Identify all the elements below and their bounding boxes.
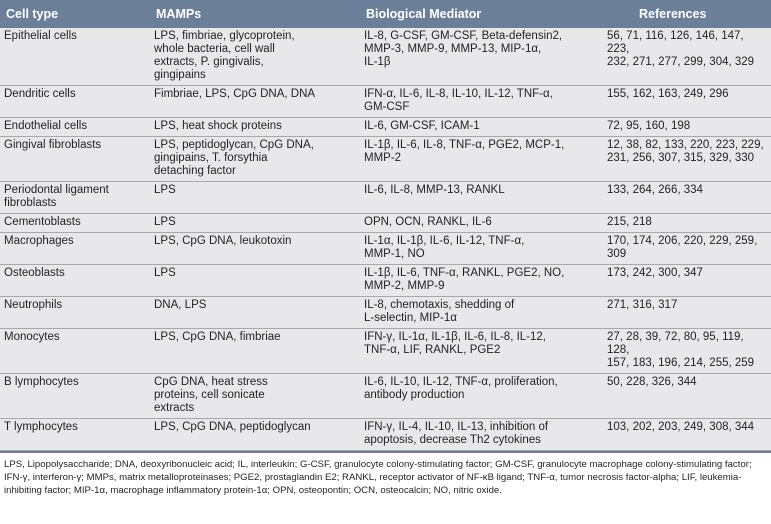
mediator-cell: OPN, OCN, RANKL, IL-6 bbox=[360, 214, 603, 233]
table-row bbox=[0, 137, 771, 182]
cell-type: Gingival fibroblasts bbox=[0, 137, 150, 182]
table-row bbox=[0, 233, 771, 265]
mamps-cell: LPS, CpG DNA, peptidoglycan bbox=[150, 419, 360, 451]
cell-type: Macrophages bbox=[0, 233, 150, 265]
references-cell: 72, 95, 160, 198 bbox=[603, 118, 771, 137]
mediator-cell: IFN-γ, IL-4, IL-10, IL-13, inhibition of apoptosis, decrease Th2 cytokines bbox=[360, 419, 603, 451]
mediator-cell: IL-1α, IL-1β, IL-6, IL-12, TNF-α, MMP-1, NO bbox=[360, 233, 603, 265]
mamps-cell: LPS bbox=[150, 214, 360, 233]
cell-type: Neutrophils bbox=[0, 297, 150, 329]
references-cell: 56, 71, 116, 126, 146, 147, 223, 232, 271, 277, 299, 304, 329 bbox=[603, 28, 771, 86]
mediator-cell: IL-6, IL-10, IL-12, TNF-α, proliferation, antibody production bbox=[360, 374, 603, 419]
references-cell: 173, 242, 300, 347 bbox=[603, 265, 771, 297]
mediator-cell: IL-1β, IL-6, TNF-α, RANKL, PGE2, NO, MMP-2, MMP-9 bbox=[360, 265, 603, 297]
references-cell: 170, 174, 206, 220, 229, 259, 309 bbox=[603, 233, 771, 265]
cell-type: B lymphocytes bbox=[0, 374, 150, 419]
mamps-cell: LPS, peptidoglycan, CpG DNA, gingipains, T. forsythia detaching factor bbox=[150, 137, 360, 182]
header-cell-type: Cell type bbox=[0, 0, 150, 28]
table-row bbox=[0, 374, 771, 419]
mediator-cell: IFN-γ, IL-1α, IL-1β, IL-6, IL-8, IL-12, TNF-α, LIF, RANKL, PGE2 bbox=[360, 329, 603, 374]
mediator-cell: IL-1β, IL-6, IL-8, TNF-α, PGE2, MCP-1, MMP-2 bbox=[360, 137, 603, 182]
references-cell: 27, 28, 39, 72, 80, 95, 119, 128, 157, 183, 196, 214, 255, 259 bbox=[603, 329, 771, 374]
cell-type: Osteoblasts bbox=[0, 265, 150, 297]
table-row bbox=[0, 118, 771, 137]
mamps-cell: LPS, CpG DNA, leukotoxin bbox=[150, 233, 360, 265]
table-row bbox=[0, 182, 771, 214]
mamps-cell: LPS, CpG DNA, fimbriae bbox=[150, 329, 360, 374]
references-cell: 50, 228, 326, 344 bbox=[603, 374, 771, 419]
cell-type: Periodontal ligament fibroblasts bbox=[0, 182, 150, 214]
references-cell: 133, 264, 266, 334 bbox=[603, 182, 771, 214]
header-references: References bbox=[603, 0, 771, 28]
cell-type: Endothelial cells bbox=[0, 118, 150, 137]
table-row bbox=[0, 297, 771, 329]
table-row bbox=[0, 86, 771, 118]
cell-type: Dendritic cells bbox=[0, 86, 150, 118]
table-footnote: LPS, Lipopolysaccharide; DNA, deoxyribonucleic acid; IL, interleukin; G-CSF, granulocyte colony-stimulating factor; GM-CSF, granulocyte macrophage colony-stimulating factor; IFN-γ, interferon-γ; MMPs, matrix metalloproteinases; PGE2, prostaglandin E2; RANKL, receptor activator of NF-κB ligand; TNF-α, tumor necrosis factor-alpha; LIF, leukemia-inhibiting factor; MIP-1α, macrophage inflammatory protein-1α; OPN, osteopontin; OCN, osteocalcin; NO, nitric oxide. bbox=[0, 451, 771, 497]
mamps-cell: DNA, LPS bbox=[150, 297, 360, 329]
cell-type: Cementoblasts bbox=[0, 214, 150, 233]
mamps-cell: LPS bbox=[150, 182, 360, 214]
mediator-cell: IL-8, G-CSF, GM-CSF, Beta-defensin2, MMP-3, MMP-9, MMP-13, MIP-1α, IL-1β bbox=[360, 28, 603, 86]
cell-type: Epithelial cells bbox=[0, 28, 150, 86]
header-row bbox=[0, 0, 771, 28]
cell-type: T lymphocytes bbox=[0, 419, 150, 451]
mamps-cell: Fimbriae, LPS, CpG DNA, DNA bbox=[150, 86, 360, 118]
mamps-cell: LPS bbox=[150, 265, 360, 297]
mediator-cell: IL-6, IL-8, MMP-13, RANKL bbox=[360, 182, 603, 214]
references-cell: 12, 38, 82, 133, 220, 223, 229, 231, 256, 307, 315, 329, 330 bbox=[603, 137, 771, 182]
cell-type: Monocytes bbox=[0, 329, 150, 374]
table-row bbox=[0, 265, 771, 297]
mediator-cell: IL-6, GM-CSF, ICAM-1 bbox=[360, 118, 603, 137]
mamps-cell: LPS, fimbriae, glycoprotein, whole bacteria, cell wall extracts, P. gingivalis, gingipains bbox=[150, 28, 360, 86]
header-mamps: MAMPs bbox=[150, 0, 360, 28]
references-cell: 271, 316, 317 bbox=[603, 297, 771, 329]
mamps-cell: CpG DNA, heat stress proteins, cell sonicate extracts bbox=[150, 374, 360, 419]
table-row bbox=[0, 214, 771, 233]
table-row bbox=[0, 419, 771, 451]
table-row bbox=[0, 28, 771, 86]
mediator-cell: IFN-α, IL-6, IL-8, IL-10, IL-12, TNF-α, GM-CSF bbox=[360, 86, 603, 118]
mediator-cell: IL-8, chemotaxis, shedding of L-selectin, MIP-1α bbox=[360, 297, 603, 329]
references-cell: 103, 202, 203, 249, 308, 344 bbox=[603, 419, 771, 451]
header-biological-mediator: Biological Mediator bbox=[360, 0, 603, 28]
references-cell: 215, 218 bbox=[603, 214, 771, 233]
mamps-cell: LPS, heat shock proteins bbox=[150, 118, 360, 137]
references-cell: 155, 162, 163, 249, 296 bbox=[603, 86, 771, 118]
table-row bbox=[0, 329, 771, 374]
